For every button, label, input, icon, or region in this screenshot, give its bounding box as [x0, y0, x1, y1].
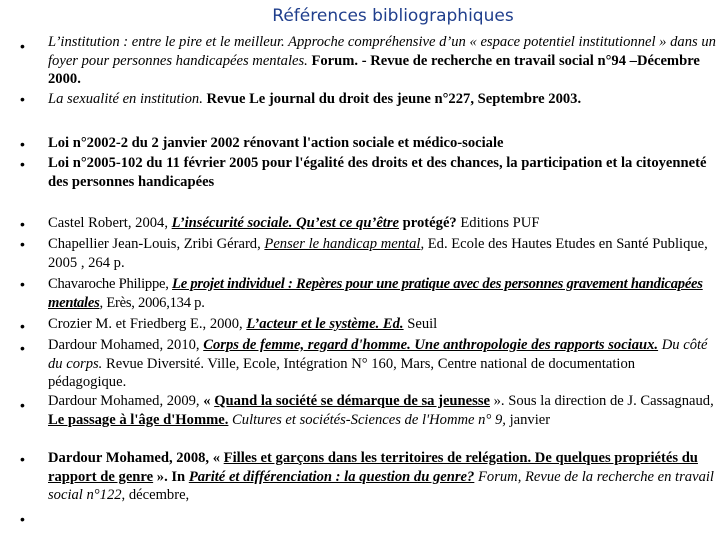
reference-publisher: Revue Diversité. Ville, Ecole, Intégration N° 160, Mars, Centre national de documentation pédagogique. [48, 355, 636, 391]
reference-book-title: Le passage à l'âge d'Homme. [48, 411, 229, 428]
bullet-7: • [20, 276, 25, 292]
bullet-4: • [20, 156, 25, 172]
reference-text: Loi n°2005-102 du 11 février 2005 pour l'égalité des droits et des chances, la participation et la citoyenneté des personnes handicapées [48, 155, 707, 190]
reference-loi-2005 [48, 154, 716, 191]
reference-dardour-2010 [48, 336, 716, 392]
reference-author: Castel Robert, 2004, [48, 215, 172, 231]
reference-source: Revue Le journal du droit des jeune n°227, Septembre 2003. [202, 91, 582, 107]
reference-author: Dardour Mohamed, 2009, [48, 393, 204, 409]
reference-date: janvier [505, 411, 551, 428]
reference-publisher: , Erès, 2006,134 p. [99, 294, 205, 311]
bullet-10: • [20, 397, 25, 413]
reference-chapellier [48, 235, 716, 272]
reference-section: Du côté du corps. [48, 337, 708, 372]
reference-sexualite [48, 90, 716, 109]
page-title: Références bibliographiques [272, 6, 514, 26]
reference-title: La sexualité en institution. [48, 91, 203, 107]
reference-title: L’institution : entre le pire et le meilleur. Approche compréhensive d’un « espace potentiel institutionnel » dans un foyer pour personnes handicapées mentales. [48, 34, 716, 69]
reference-institution [48, 33, 716, 89]
reference-author: Crozier M. et Friedberg E., 2000, [48, 316, 247, 332]
reference-book-title: Parité et différenciation : la question du genre? [188, 468, 475, 485]
reference-publisher: , Ed. Ecole des Hautes Etudes en Santé Publique, 2005 , 264 p. [48, 236, 708, 271]
reference-publisher: Editions PUF [456, 215, 540, 231]
reference-text: Loi n°2002-2 du 2 janvier 2002 rénovant l'action sociale et médico-sociale [48, 135, 504, 151]
reference-title-end: protégé? [399, 215, 457, 231]
reference-crozier [48, 315, 716, 334]
reference-quote-open: « [203, 393, 215, 409]
bullet-5: • [20, 216, 25, 232]
bullet-9: • [20, 340, 25, 356]
bullet-2: • [20, 91, 25, 107]
reference-author: Dardour Mohamed, 2008, « [48, 450, 224, 466]
reference-editor: ». Sous la direction de J. Cassagnaud, [489, 393, 714, 409]
reference-castel [48, 214, 716, 233]
reference-title: Penser le handicap mental [264, 236, 421, 252]
reference-date: , décembre, [121, 487, 190, 504]
reference-author: Dardour Mohamed, 2010, [48, 337, 204, 353]
reference-in: ». In [153, 468, 189, 485]
bullet-12: • [20, 511, 25, 527]
reference-series: Cultures et sociétés-Sciences de l'Homme n° 9, [228, 411, 506, 428]
reference-journal: Forum, Revue de la recherche en travail social n°122 [48, 468, 714, 504]
reference-dardour-2008 [48, 449, 716, 505]
bullet-6: • [20, 236, 25, 252]
reference-title: L’acteur et le système. Ed. [246, 316, 404, 332]
reference-author: Chapellier Jean-Louis, Zribi Gérard, [48, 236, 265, 252]
bullet-11: • [20, 451, 25, 467]
reference-dardour-2009 [48, 392, 716, 429]
reference-title: Le projet individuel : Repères pour une pratique avec des personnes gravement handicapées mentales [48, 276, 703, 311]
reference-loi-2002 [48, 134, 716, 153]
bullet-8: • [20, 318, 25, 334]
bullet-1: • [20, 38, 25, 54]
reference-title: Corps de femme, regard d'homme. Une anthropologie des rapports sociaux. [203, 337, 659, 353]
reference-publisher: Seuil [403, 316, 438, 332]
reference-title: L’insécurité sociale. Qu’est ce qu’être [171, 215, 400, 231]
reference-source: Forum. - Revue de recherche en travail social n°94 –Décembre 2000. [48, 52, 700, 88]
reference-author: Chavaroche Philippe, [48, 276, 173, 292]
reference-title: Quand la société se démarque de sa jeunesse [214, 393, 490, 409]
reference-chavaroche [48, 275, 716, 312]
reference-title: Filles et garçons dans les territoires de relégation. De quelques propriétés du rapport de genre [48, 450, 698, 485]
bullet-3: • [20, 136, 25, 152]
